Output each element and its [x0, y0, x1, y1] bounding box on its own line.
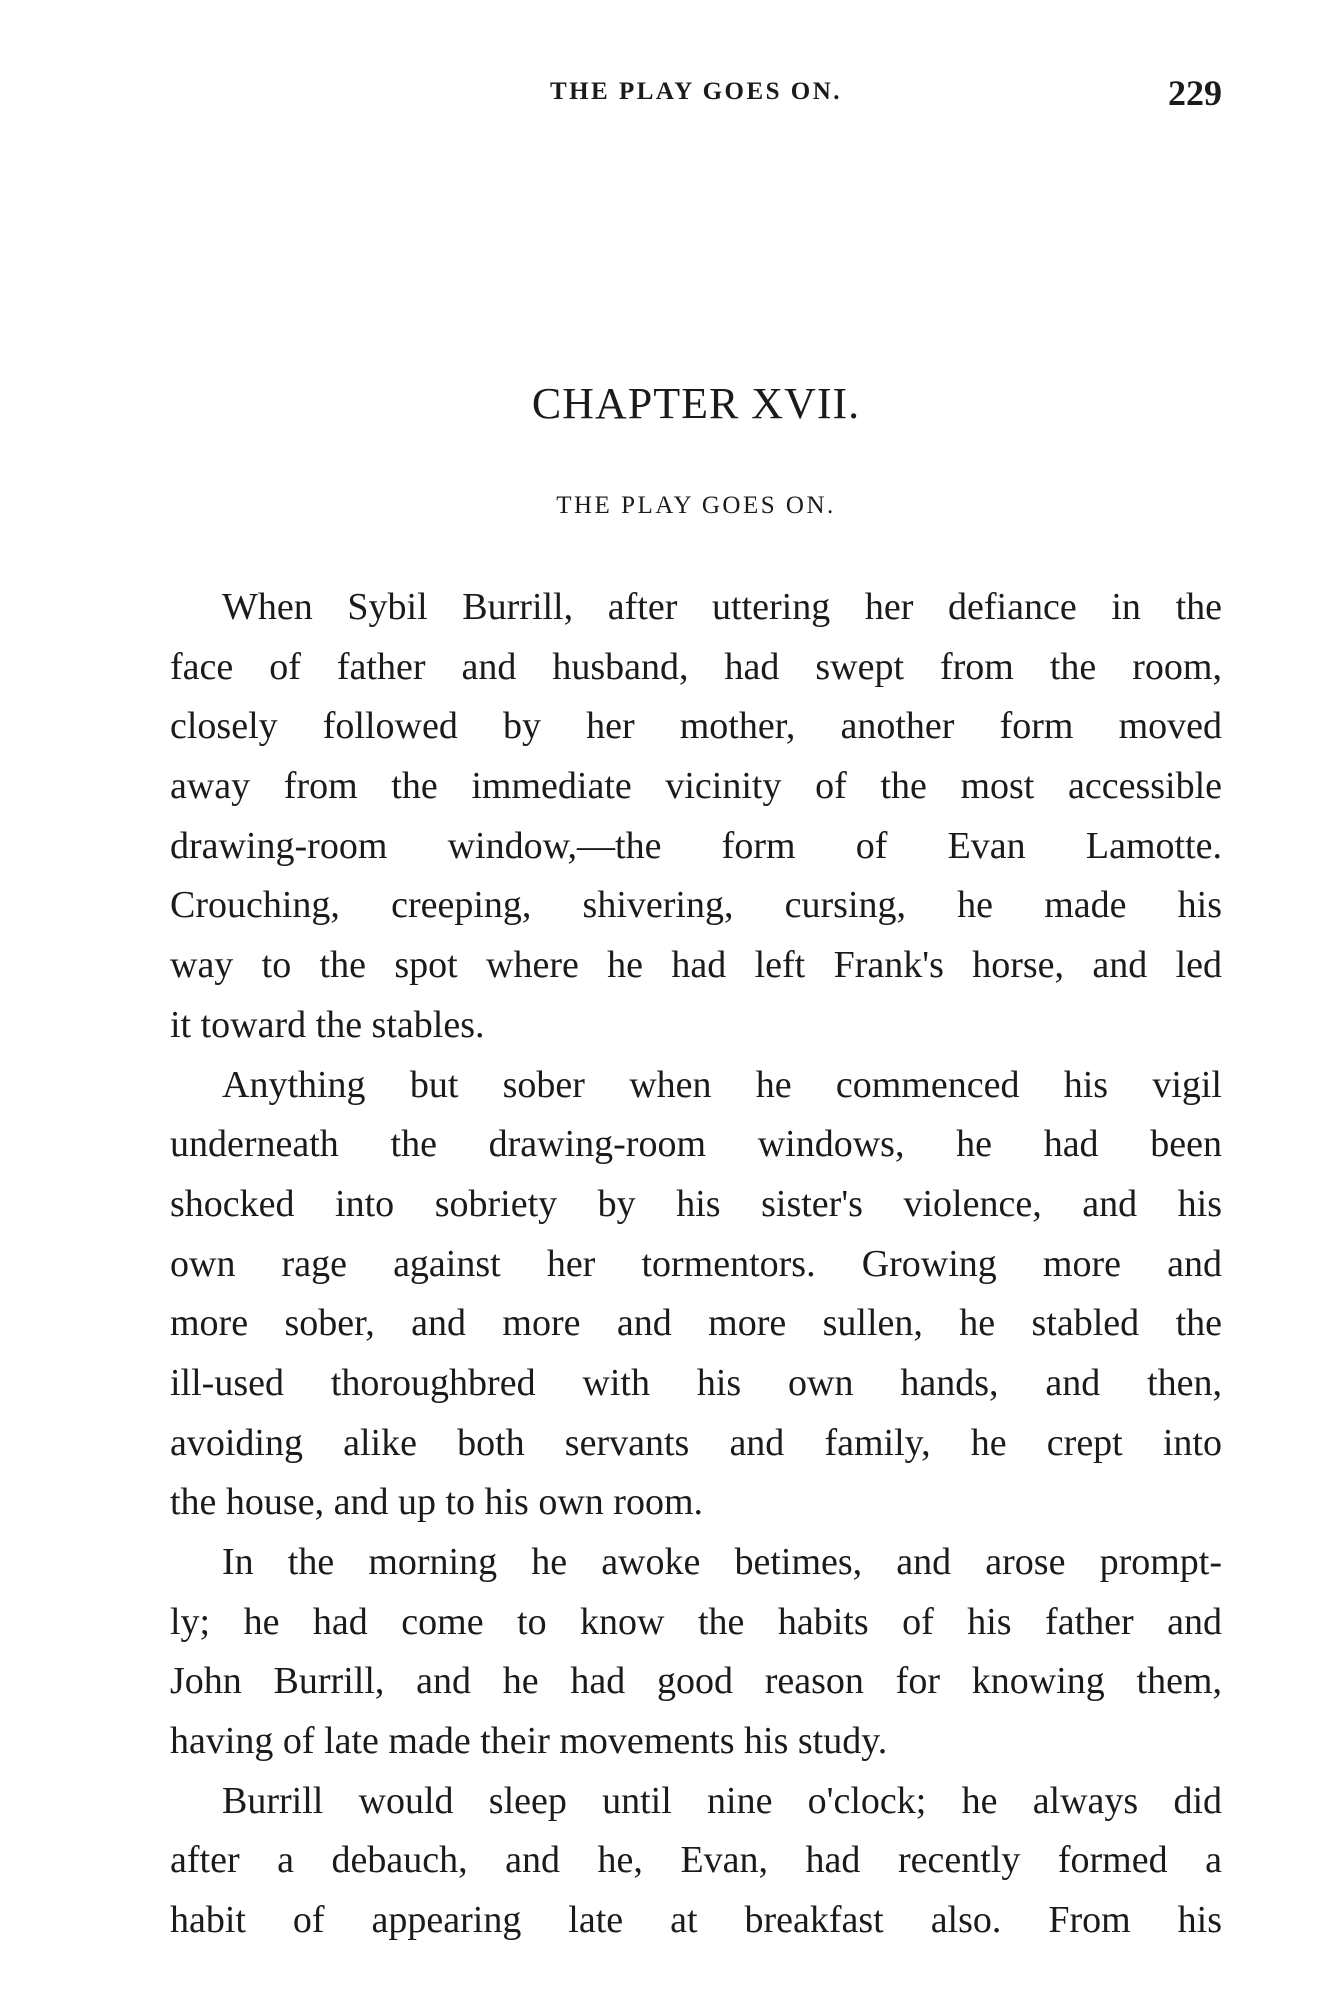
running-head: [170, 72, 1222, 122]
chapter-subtitle: THE PLAY GOES ON.: [556, 492, 836, 519]
text-line: face of father and husband, had swept from the room,: [170, 645, 1222, 688]
text-line: ill-used thoroughbred with his own hands, and then,: [170, 1361, 1222, 1404]
text-line: In the morning he awoke betimes, and arose prompt-: [222, 1541, 1222, 1583]
text-line: avoiding alike both servants and family, he crept into: [170, 1421, 1222, 1464]
text-line: Crouching, creeping, shivering, cursing, he made his: [170, 884, 1222, 927]
text-line: When Sybil Burrill, after uttering her defiance in the: [222, 586, 1222, 628]
text-line: after a debauch, and he, Evan, had recently formed a: [170, 1839, 1222, 1882]
text-line: habit of appearing late at breakfast also. From his: [170, 1899, 1222, 1942]
text-line: Anything but sober when he commenced his vigil: [222, 1063, 1222, 1106]
paragraph-2: [170, 1056, 1222, 1534]
text-line: more sober, and more and more sullen, he stabled the: [170, 1302, 1222, 1345]
body-text: [170, 578, 1222, 1951]
chapter-title: CHAPTER XVII.: [531, 379, 861, 428]
page-number: 229: [1168, 73, 1222, 113]
text-line: closely followed by her mother, another form moved: [170, 705, 1222, 748]
text-line: shocked into sobriety by his sister's violence, and his: [170, 1182, 1222, 1225]
text-line: away from the immediate vicinity of the most accessible: [170, 765, 1222, 808]
text-line: way to the spot where he had left Frank's horse, and led: [170, 944, 1222, 987]
paragraph-4: [170, 1772, 1222, 1951]
text-line: having of late made their movements his study.: [170, 1720, 888, 1763]
paragraph-3: [170, 1533, 1222, 1772]
text-line: the house, and up to his own room.: [170, 1481, 704, 1524]
running-title: THE PLAY GOES ON.: [549, 78, 843, 105]
text-line: ly; he had come to know the habits of his father and: [170, 1600, 1222, 1643]
text-line: drawing-room window,—the form of Evan Lamotte.: [170, 824, 1222, 867]
text-line: own rage against her tormentors. Growing more and: [170, 1242, 1222, 1285]
text-line: Burrill would sleep until nine o'clock; he always did: [222, 1779, 1222, 1822]
text-line: underneath the drawing-room windows, he had been: [170, 1123, 1222, 1166]
text-line: John Burrill, and he had good reason for knowing them,: [170, 1660, 1222, 1703]
paragraph-1: [170, 578, 1222, 1056]
text-line: it toward the stables.: [170, 1003, 485, 1046]
